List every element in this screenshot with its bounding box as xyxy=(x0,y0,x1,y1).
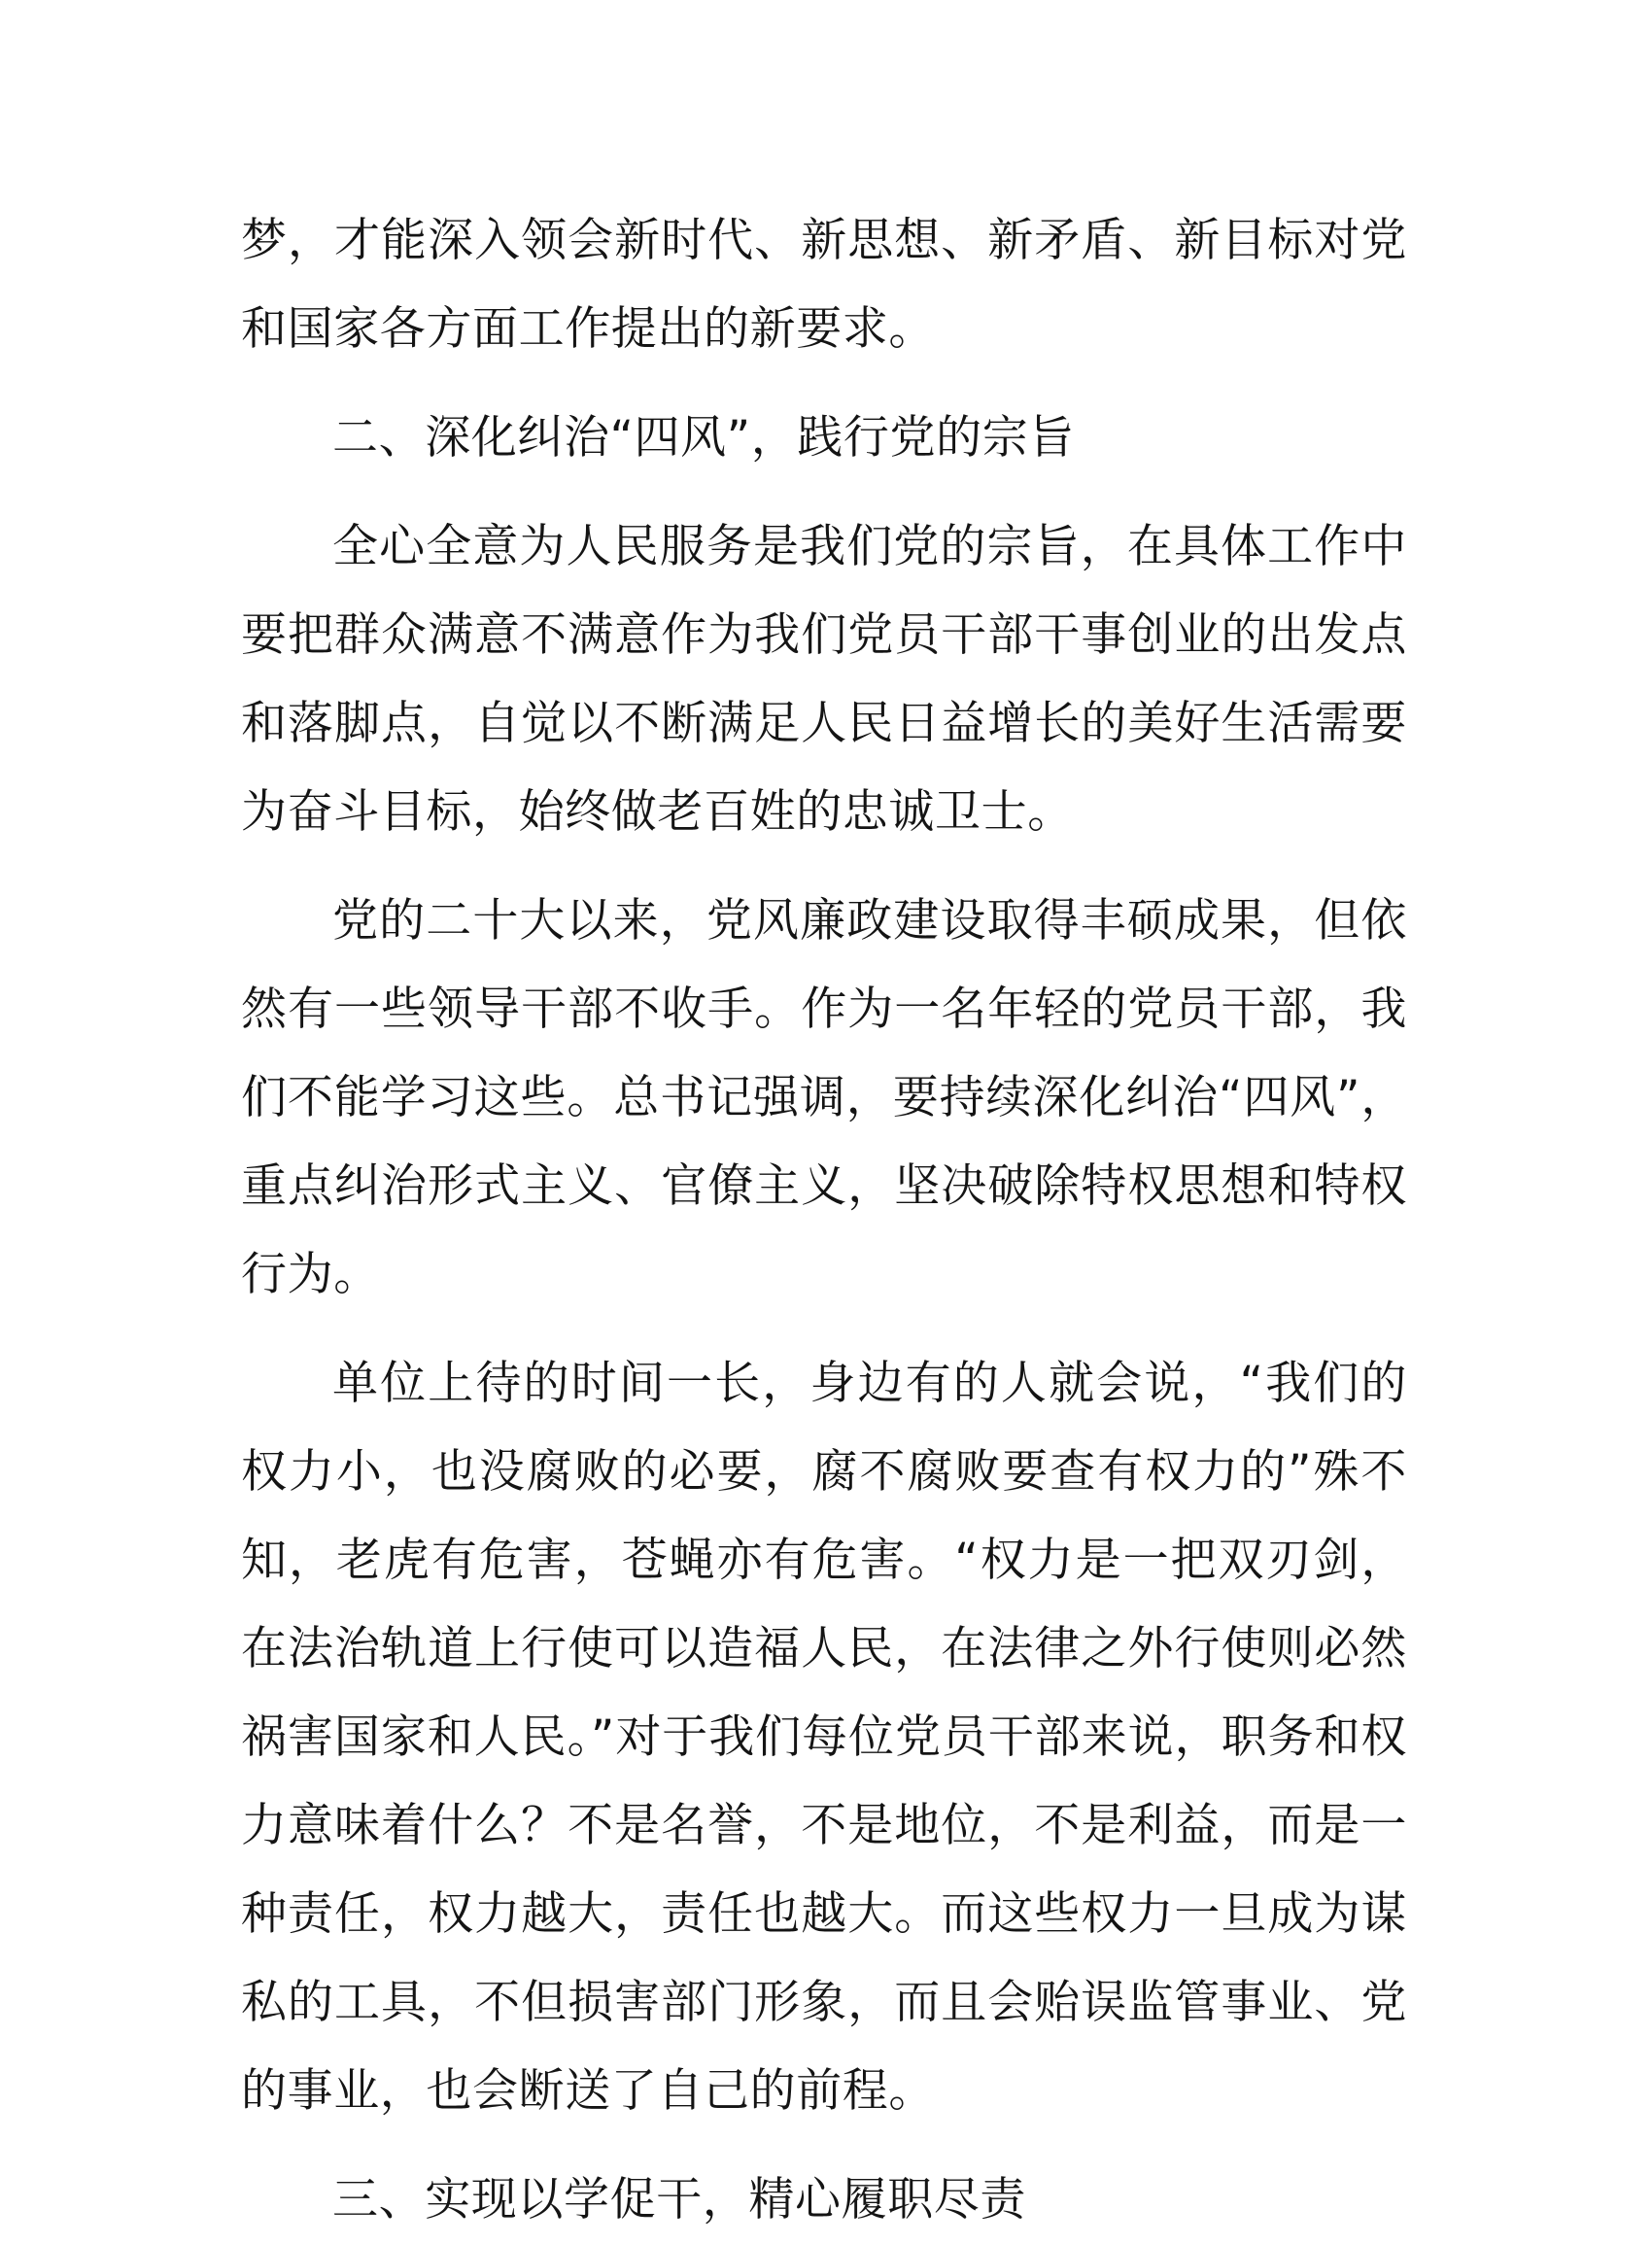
section-heading-two: 二、深化纠治“四风”，践行党的宗旨 xyxy=(332,411,1075,465)
paragraph-purpose: 全心全意为人民服务是我们党的宗旨，在具体工作中要把群众满意不满意作为我们党员干部干事创业的出发点和落脚点，自觉以不断满足人民日益增长的美好生活需要为奋斗目标，始终做老百姓的忠诚卫士。 xyxy=(241,520,1407,839)
paragraph-power: 单位上待的时间一长，身边有的人就会说，“我们的权力小，也没腐败的必要，腐不腐败要查有权力的”殊不知，老虎有危害，苍蝇亦有危害。“权力是一把双刃剑，在法治轨道上行使可以造福人民，在法律之外行使则必然祸害国家和人民。”对于我们每位党员干部来说，职务和权力意味着什么？不是名誉，不是地位，不是利益，而是一种责任，权力越大，责任也越大。而这些权力一旦成为谋私的工具，不但损害部门形象，而且会贻误监管事业、党的事业，也会断送了自己的前程。 xyxy=(241,1357,1407,2118)
paragraph-four-styles: 党的二十大以来，党风廉政建设取得丰硕成果，但依然有一些领导干部不收手。作为一名年轻的党员干部，我们不能学习这些。总书记强调，要持续深化纠治“四风”，重点纠治形式主义、官僚主义，坚决破除特权思想和特权行为。 xyxy=(241,894,1407,1301)
section-heading-three: 三、实现以学促干，精心履职尽责 xyxy=(332,2173,1026,2227)
paragraph-continuation: 梦，才能深入领会新时代、新思想、新矛盾、新目标对党和国家各方面工作提出的新要求。 xyxy=(241,214,1407,356)
document-body xyxy=(241,196,1407,2244)
